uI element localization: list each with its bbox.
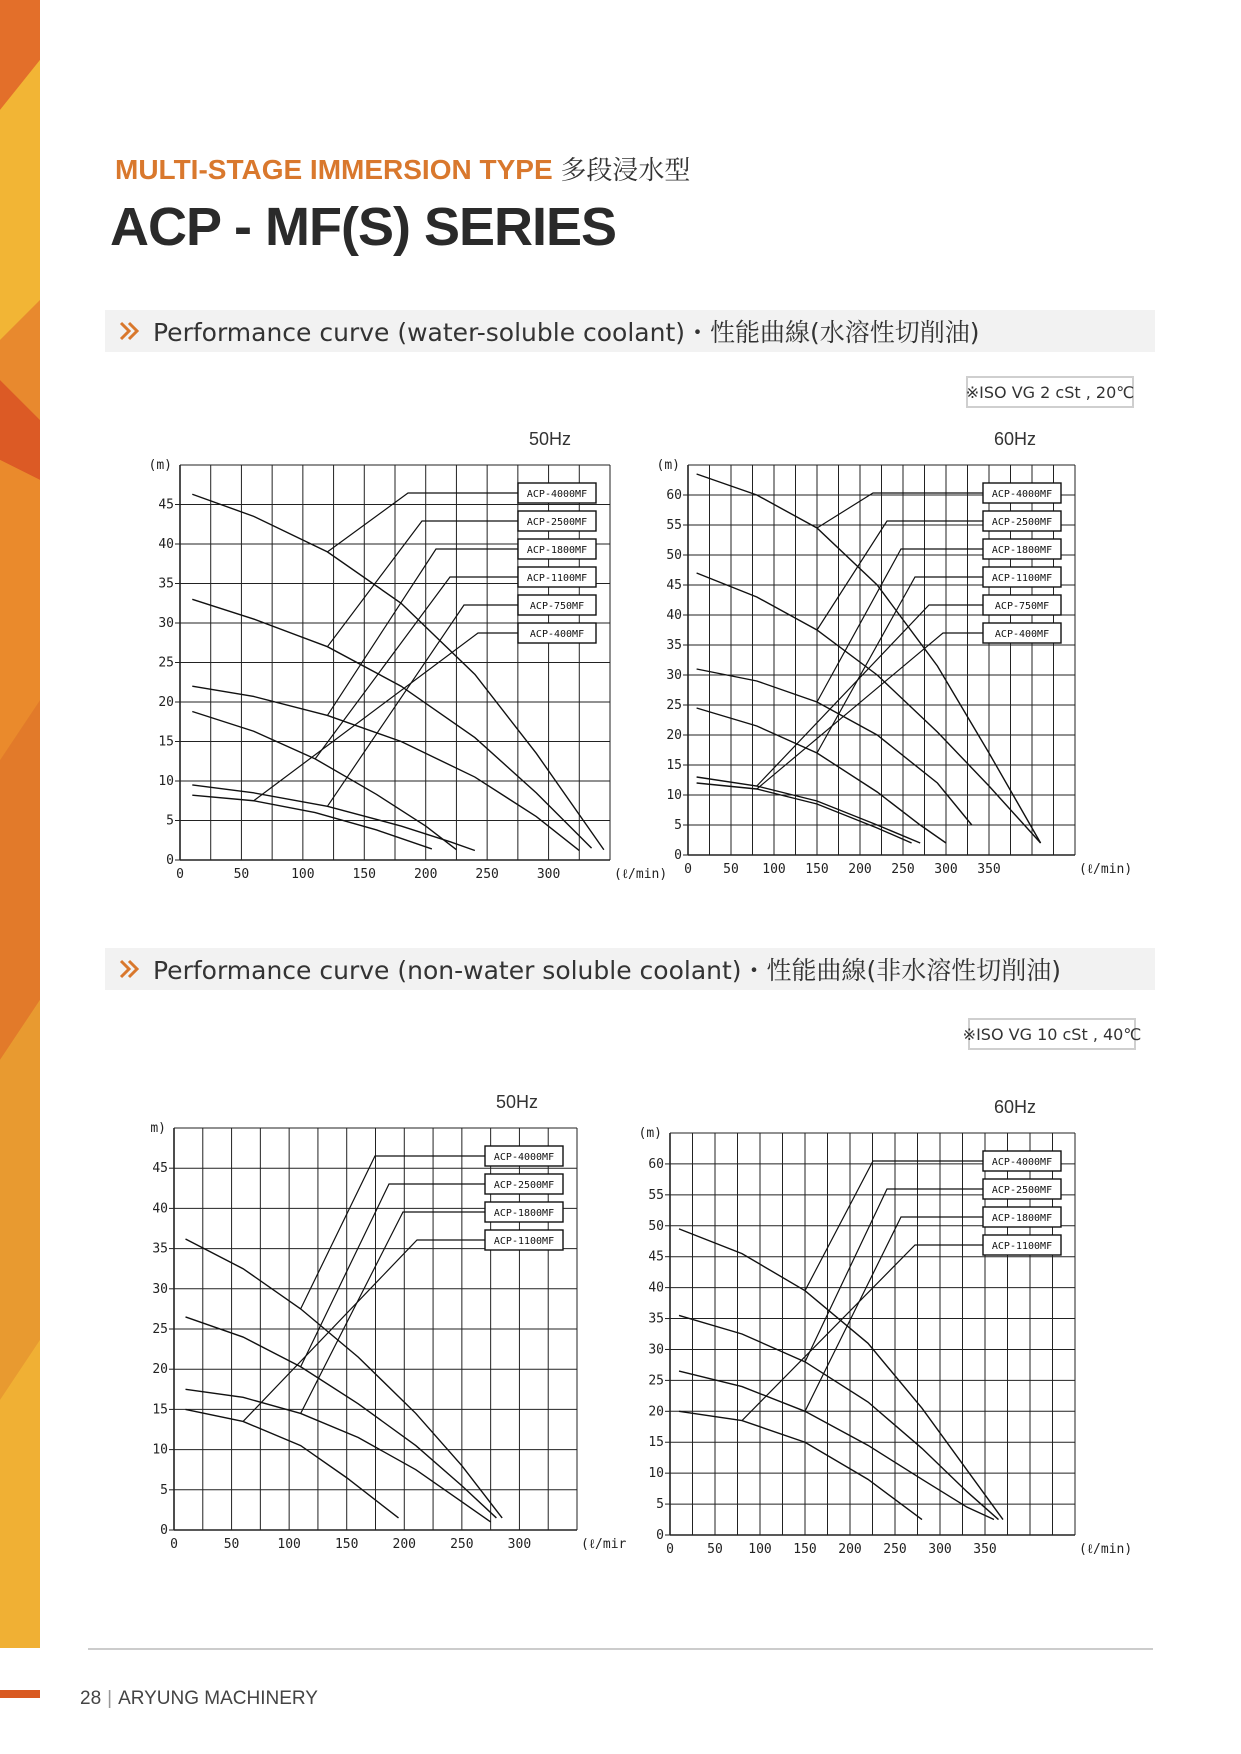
y-tick-label: 40	[152, 1201, 168, 1217]
x-tick-label: 150	[334, 1537, 359, 1552]
chart-title: 50Hz	[495, 1092, 539, 1112]
section-label: Performance curve (water-soluble coolant)・性能曲線(水溶性切削油)	[153, 318, 980, 347]
y-tick-label: 25	[152, 1322, 168, 1337]
y-tick-label: 15	[158, 734, 174, 750]
y-tick-label: 15	[648, 1435, 664, 1451]
y-tick-label: 30	[666, 668, 682, 683]
y-tick-label: 45	[648, 1249, 664, 1265]
y-tick-label: 20	[158, 695, 174, 710]
y-tick-label: 35	[666, 638, 682, 653]
x-tick-label: 200	[413, 867, 438, 882]
y-axis-label: (m)	[148, 458, 172, 473]
leader-line	[805, 1189, 983, 1362]
y-tick-label: 60	[666, 488, 682, 503]
y-tick-label: 30	[158, 616, 174, 631]
x-tick-label: 350	[977, 862, 1001, 877]
x-tick-label: 300	[934, 862, 958, 877]
legend-label: ACP-4000MF	[991, 489, 1053, 500]
y-tick-label: 50	[666, 548, 682, 563]
y-tick-label: 10	[158, 774, 174, 789]
y-tick-label: 20	[666, 728, 682, 743]
y-tick-label: 10	[666, 788, 682, 803]
x-tick-label: 300	[507, 1537, 532, 1552]
x-tick-label: 100	[762, 862, 786, 877]
legend-label: ACP-2500MF	[526, 517, 588, 528]
y-tick-label: 40	[648, 1280, 664, 1296]
y-tick-label: 45	[152, 1161, 168, 1177]
x-tick-label: 100	[291, 867, 315, 882]
y-tick-label: 5	[166, 813, 174, 829]
section-label: Performance curve (non-water soluble coolant)・性能曲線(非水溶性切削油)	[153, 956, 1062, 985]
chart-title: 50Hz	[528, 429, 572, 449]
y-axis-label: (m)	[656, 458, 680, 473]
legend-label: ACP-1800MF	[991, 545, 1053, 556]
page-number: 28	[80, 1688, 102, 1709]
x-tick-label: 50	[723, 862, 739, 877]
y-tick-label: 15	[152, 1402, 168, 1418]
y-tick-label: 40	[666, 608, 682, 623]
legend-label: ACP-750MF	[994, 601, 1050, 612]
legend-label: ACP-400MF	[994, 629, 1050, 640]
y-tick-label: 30	[648, 1342, 664, 1358]
legend-label: ACP-1800MF	[526, 545, 588, 556]
x-tick-label: 200	[392, 1537, 417, 1552]
company-name: ARYUNG MACHINERY	[118, 1688, 318, 1709]
y-tick-label: 35	[648, 1311, 664, 1327]
legend-label: ACP-2500MF	[991, 517, 1053, 528]
y-axis-label: (m)	[638, 1126, 662, 1141]
x-tick-label: 0	[170, 1537, 178, 1552]
viscosity-note: ※ISO VG 10 cSt , 40℃	[968, 1018, 1136, 1050]
y-axis-label: m)	[150, 1121, 166, 1136]
y-tick-label: 35	[152, 1241, 168, 1257]
x-tick-label: 0	[176, 867, 184, 882]
leader-line	[742, 1245, 983, 1421]
viscosity-note: ※ISO VG 2 cSt , 20℃	[966, 376, 1134, 408]
x-tick-label: 300	[928, 1542, 952, 1557]
legend-label: ACP-2500MF	[991, 1185, 1053, 1196]
page-title: ACP - MF(S) SERIES	[110, 197, 617, 257]
x-axis-label: (ℓ/min)	[614, 867, 668, 882]
y-tick-label: 20	[152, 1362, 168, 1378]
chart-title: 60Hz	[993, 1097, 1037, 1117]
legend-label: ACP-4000MF	[526, 489, 588, 500]
y-tick-label: 25	[158, 655, 174, 671]
y-tick-label: 25	[648, 1373, 664, 1389]
footer: 28 | ARYUNG MACHINERY	[80, 1688, 318, 1709]
chart-title: 60Hz	[993, 429, 1037, 449]
x-tick-label: 200	[838, 1542, 862, 1557]
x-axis-label: (ℓ/mir	[581, 1537, 627, 1552]
y-tick-label: 0	[674, 848, 682, 863]
y-tick-label: 5	[656, 1497, 664, 1513]
x-tick-label: 50	[223, 1537, 240, 1552]
legend-label: ACP-400MF	[529, 629, 585, 640]
legend-label: ACP-4000MF	[991, 1157, 1053, 1168]
y-tick-label: 20	[648, 1404, 664, 1420]
x-tick-label: 200	[848, 862, 872, 877]
y-tick-label: 55	[648, 1187, 664, 1203]
x-tick-label: 250	[450, 1537, 474, 1552]
x-axis-label: (ℓ/min)	[1079, 862, 1133, 877]
y-tick-label: 0	[166, 853, 174, 868]
y-tick-label: 35	[158, 576, 174, 592]
legend-label: ACP-4000MF	[493, 1152, 555, 1163]
x-tick-label: 50	[233, 867, 250, 882]
x-tick-label: 0	[684, 862, 692, 877]
y-tick-label: 5	[160, 1482, 168, 1498]
legend-label: ACP-1800MF	[493, 1208, 555, 1219]
x-tick-label: 50	[707, 1542, 723, 1557]
x-tick-label: 150	[352, 867, 377, 882]
x-tick-label: 350	[973, 1542, 997, 1557]
x-tick-label: 0	[666, 1542, 674, 1557]
legend-label: ACP-1100MF	[526, 573, 588, 584]
y-tick-label: 40	[158, 537, 174, 552]
y-tick-label: 5	[674, 818, 682, 833]
x-tick-label: 250	[883, 1542, 907, 1557]
legend-label: ACP-1800MF	[991, 1213, 1053, 1224]
y-tick-label: 0	[656, 1528, 664, 1543]
y-tick-label: 15	[666, 758, 682, 773]
legend-label: ACP-1100MF	[991, 573, 1053, 584]
y-tick-label: 55	[666, 518, 682, 533]
y-tick-label: 10	[648, 1466, 664, 1482]
x-tick-label: 100	[277, 1537, 301, 1552]
y-tick-label: 25	[666, 698, 682, 713]
y-tick-label: 45	[158, 497, 174, 513]
x-tick-label: 150	[805, 862, 829, 877]
series-line	[679, 1371, 994, 1519]
y-tick-label: 50	[648, 1218, 664, 1234]
series-line	[679, 1229, 1003, 1520]
y-tick-label: 45	[666, 578, 682, 593]
series-line	[679, 1315, 999, 1519]
legend-label: ACP-750MF	[529, 601, 585, 612]
x-tick-label: 150	[793, 1542, 817, 1557]
subtitle-en: MULTI-STAGE IMMERSION TYPE	[115, 154, 553, 185]
subtitle-cn: 多段浸水型	[560, 156, 691, 186]
legend-label: ACP-1100MF	[493, 1236, 555, 1247]
x-axis-label: (ℓ/min)	[1079, 1542, 1133, 1557]
x-tick-label: 250	[475, 867, 499, 882]
x-tick-label: 300	[536, 867, 561, 882]
x-tick-label: 250	[891, 862, 915, 877]
leader-line	[805, 1217, 983, 1411]
y-tick-label: 10	[152, 1442, 168, 1458]
y-tick-label: 0	[160, 1523, 168, 1538]
footer-accent-mark	[0, 1690, 40, 1698]
y-tick-label: 30	[152, 1281, 168, 1297]
footer-divider	[88, 1648, 1153, 1650]
legend-label: ACP-1100MF	[991, 1241, 1053, 1252]
legend-label: ACP-2500MF	[493, 1180, 555, 1191]
x-tick-label: 100	[748, 1542, 772, 1557]
y-tick-label: 60	[648, 1156, 664, 1172]
